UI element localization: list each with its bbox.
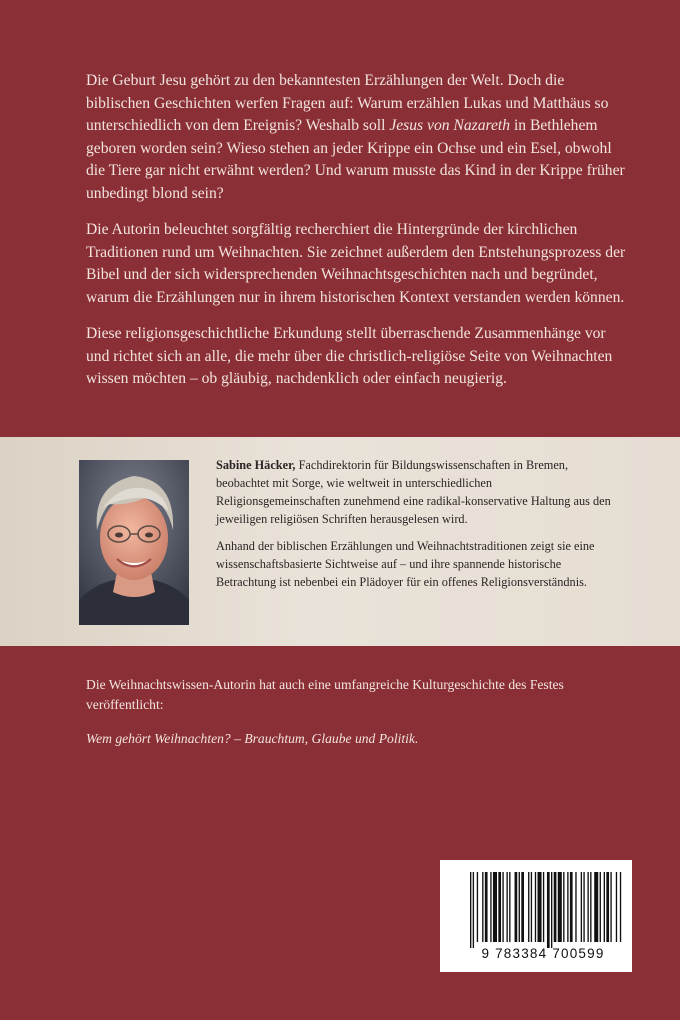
isbn-number: 9 783384 700599 [481,946,605,961]
barcode-bar [583,872,584,942]
barcode-bar [493,872,497,942]
barcode-bar [610,872,611,942]
barcode-bar [502,872,503,942]
barcode-bar [470,872,471,948]
author-bio [216,456,616,600]
barcode-bar [531,872,532,942]
barcode-bar [606,872,609,942]
isbn-barcode [440,860,632,972]
barcode-bar [554,872,557,942]
barcode-bar [587,872,588,942]
barcode-bar [521,872,524,942]
barcode-bar [482,872,483,942]
author-portrait-illustration [79,460,189,625]
barcode-bar [558,872,562,942]
barcode-bar [528,872,529,942]
barcode-bar [547,872,550,948]
barcode-bar [575,872,576,942]
blurb-paragraph-1: Die Geburt Jesu gehört zu den bekanntesten Erzählungen der Welt. Doch die biblischen Geschichten werfen Fragen auf: Warum erzählen Lukas und Matthäus so unterschiedlich von dem Ereignis? Weshalb soll Jesus von Nazareth in Bethlehem geboren worden sein? Wieso stehen an jeder Krippe ein Ochse und ein Esel, obwohl die Tiere gar nicht erwähnt werden? Und warum musste das Kind in der Krippe früher unbedingt blond sein? [86,72,625,202]
barcode-bar [515,872,518,942]
barcode-bar [581,872,582,942]
barcode-bar [477,872,478,942]
author-portrait [79,460,189,625]
barcode-bar [473,872,474,948]
author-bio-paragraph-1: Sabine Häcker, Fachdirektorin für Bildungswissenschaften in Bremen, beobachtet mit Sorge, wie weltweit in unterschiedlichen Religionsgemeinschaften zunehmend eine radikal-konservative Haltung aus den jeweiligen religiösen Schriften herausgelesen wird. [216,458,611,526]
other-publication-intro: Die Weihnachtswissen-Autorin hat auch eine umfangreiche Kulturgeschichte des Festes veröffentlicht: [86,677,564,712]
barcode-bar [485,872,488,942]
barcode-bar [535,872,536,942]
barcode-bar [620,872,621,942]
other-publication [86,675,626,763]
barcode-bar [498,872,501,942]
barcode-bar [604,872,605,942]
barcode-bar [551,872,552,948]
barcode-bar [490,872,491,942]
author-bio-paragraph-2: Anhand der biblischen Erzählungen und Weihnachtstraditionen zeigt sie eine wissenschaftsbasierte Sichtweise auf – und ihre spannende historische Betrachtung ist nebenbei ein Plädoyer für ein offenes Religionsverständnis. [216,539,595,589]
barcode-bar [616,872,617,942]
barcode-bar [570,872,573,942]
back-cover-blurb [86,70,626,405]
blurb-paragraph-2: Die Autorin beleuchtet sorgfältig recherchiert die Hintergründe der kirchlichen Traditionen rund um Weihnachten. Sie zeichnet außerdem den Entstehungsprozess der Bibel und der sich widersprechenden Weihnachtsgeschichten nach und begründet, warum die Erzählungen nur in ihrem historischen Kontext verstanden werden können. [86,221,626,306]
barcode-bar [509,872,510,942]
barcode-bar [594,872,598,942]
barcode-bar [600,872,601,942]
barcode-bar [567,872,568,942]
barcode-bar [543,872,544,942]
barcode-bar [563,872,564,942]
blurb-italic-name: Jesus von Nazareth [389,117,511,134]
barcode-bar [590,872,591,942]
barcode-bar [506,872,507,942]
author-name: Sabine Häcker, [216,458,296,472]
barcode-bar [519,872,520,942]
blurb-paragraph-3: Diese religionsgeschichtliche Erkundung stellt überraschende Zusammenhänge vor und richtet sich an alle, die mehr über die christlich-religiöse Seite von Weihnachten wissen möchten – ob gläubig, nachdenklich oder einfach neugierig. [86,325,613,387]
other-publication-title: Wem gehört Weihnachten? – Brauchtum, Glaube und Politik. [86,731,419,746]
barcode-bar [538,872,542,942]
